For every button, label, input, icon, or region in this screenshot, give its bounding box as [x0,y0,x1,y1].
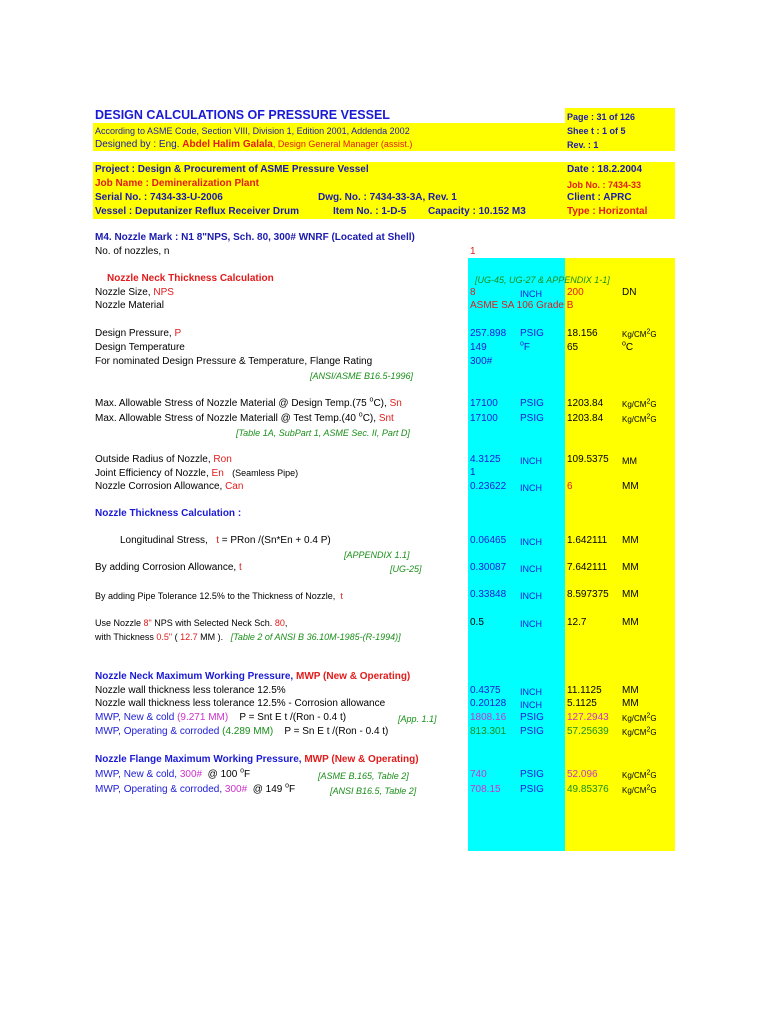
corrosion-thickness-unit-metric: MM [622,562,639,573]
nozzle-size-symbol: NPS [153,287,174,298]
tolerance-thickness-unit: INCH [520,591,542,601]
flange-operating-unit: PSIG [520,784,544,795]
unit-text: C [625,342,634,353]
flange-operating-label [95,784,295,796]
radius-symbol: Ron [213,454,232,465]
flange-rating-label: For nominated Design Pressure & Temperature, Flange Rating [95,356,373,367]
flange-rating-value: 300# [470,356,493,367]
allowable-stress-test-unit: PSIG [520,413,544,424]
wall-thickness-corroded-value-metric: 5.1125 [567,698,597,709]
corrosion-thickness-value-metric: 7.642111 [567,562,608,573]
mwp-neck-heading [95,671,410,683]
selected-thickness-unit: INCH [520,619,542,629]
longitudinal-stress-reference: [APPENDIX 1.1] [344,550,410,560]
nozzle-size-label [95,287,174,299]
corrosion-thickness-reference: [UG-25] [390,564,422,574]
flange-new-cold-value: 740 [470,769,487,780]
mwp-formula: P = Snt E t /(Ron - 0.4 t) [239,712,347,723]
corrosion-thickness-label [95,562,242,574]
allowable-stress-test-unit-metric [622,414,657,426]
joint-efficiency-label [95,467,298,480]
stress-symbol: Sn [389,398,402,409]
schedule-value: 80 [274,618,285,628]
nozzle-size-unit: INCH [520,289,542,299]
mwp-flange-heading [95,754,419,766]
thickness-mm: 12.7 [180,632,198,642]
selected-thickness-value-metric: 12.7 [567,617,587,628]
allowable-stress-test-value-metric: 1203.84 [567,413,604,424]
label-text: with Thickness [95,632,154,642]
corrosion-allowance-value: 0.23622 [470,481,507,492]
wall-thickness-unit: INCH [520,687,542,697]
nozzle-size-dn-unit: DN [622,287,637,298]
unit-tail: G [650,771,657,780]
joint-note: (Seamless Pipe) [232,468,299,478]
allowable-stress-design-value-metric: 1203.84 [567,398,604,409]
label-text: MWP, New & cold, [95,769,178,780]
mwp-operating-value: 813.301 [470,726,507,737]
vessel-type: Type : Horizontal [567,206,648,217]
unit-text: Kg/CM [622,400,647,409]
wall-thickness-corroded-value: 0.20128 [470,698,507,709]
unit-superscript: 2 [646,398,651,406]
thickness-heading: Nozzle Thickness Calculation : [95,508,242,519]
degree-superscript: o [520,340,524,348]
label-text: MWP, Operating & corroded, [95,784,223,795]
unit-text: Kg/CM [622,415,647,424]
unit-tail: G [650,728,657,737]
design-temperature-unit-metric [622,342,633,354]
thickness-inch: 0.5" [156,632,173,642]
wall-thickness-corroded-unit: INCH [520,700,542,710]
design-temperature-value: 149 [470,342,487,353]
job-name: Job Name : Demineralization Plant [95,178,259,189]
job-number: Job No. : 7434-33 [567,180,642,190]
unit-superscript: 2 [646,413,651,421]
longitudinal-stress-value-metric: 1.642111 [567,535,608,546]
unit-text: MM ). [200,632,224,642]
neck-reference: [UG-45, UG-27 & APPENDIX 1-1] [475,275,610,285]
mwp-new-cold-unit-metric [622,713,657,725]
page-number: Page : 31 of 126 [567,112,636,122]
label-text: MWP, Operating & corroded [95,726,220,737]
heading-mwp: MWP (New & Operating) [304,754,419,765]
unit-tail: G [650,786,657,795]
allowable-stress-test-label [95,413,394,425]
unit-tail: G [650,400,657,409]
project-name: Project : Design & Procurement of ASME Pressure Vessel [95,164,369,175]
drawing-number: Dwg. No. : 7434-33-3A, Rev. 1 [318,192,457,203]
nozzle-mark: M4. Nozzle Mark : N1 8"NPS, Sch. 80, 300# WNRF (Located at Shell) [95,232,415,243]
longitudinal-stress-unit-metric: MM [622,535,639,546]
allowable-stress-design-value: 17100 [470,398,498,409]
unit-tail: G [650,330,657,339]
flange-new-cold-unit-metric [622,770,657,782]
corrosion-allowance-value-metric: 6 [567,481,573,492]
design-pressure-unit: PSIG [520,328,544,339]
wall-thickness-value-metric: 11.1125 [567,685,602,696]
label-text: By adding Corrosion Allowance, [95,562,237,573]
wall-thickness-value: 0.4375 [470,685,501,696]
outside-radius-value-metric: 109.5375 [567,454,609,465]
designer-name: Abdel Halim Galala [182,139,273,150]
thickness-reference: [Table 2 of ANSI B 36.10M-1985-(R-1994)] [230,632,401,642]
design-pressure-value-metric: 18.156 [567,328,598,339]
thickness-mm: (9.271 MM) [177,712,229,723]
comma: , [284,618,288,628]
outside-radius-label [95,454,232,466]
flange-new-cold-reference: [ASME B.165, Table 2] [318,771,409,781]
unit-text: F [523,342,531,353]
design-pressure-label [95,328,181,340]
nozzle-material-label: Nozzle Material [95,300,164,311]
client-name: Client : APRC [567,192,632,203]
flange-class: 300# [224,784,248,795]
corrosion-thickness-unit: INCH [520,564,542,574]
label-text: Outside Radius of Nozzle, [95,454,211,465]
flange-operating-value: 708.15 [470,784,501,795]
paren: ( [174,632,178,642]
label-tail: C), [373,398,387,409]
flange-operating-unit-metric [622,785,657,797]
selected-thickness-unit-metric: MM [622,617,639,628]
nozzle-count-value: 1 [470,246,476,257]
tolerance-thickness-label [95,590,343,602]
allowable-stress-test-value: 17100 [470,413,498,424]
unit-superscript: 2 [646,784,651,792]
nozzle-material-value: ASME SA 106 Grade B [470,300,574,311]
code-reference: According to ASME Code, Section VIII, Division 1, Edition 2001, Addenda 2002 [95,126,410,136]
temp-unit: F [243,769,251,780]
degree-superscript: o [622,340,626,348]
design-pressure-symbol: P [174,328,182,339]
tolerance-thickness-unit-metric: MM [622,589,639,600]
nozzle-size: 8" [143,618,152,628]
stress-symbol: Snt [378,413,394,424]
tolerance-thickness-value-metric: 8.597375 [567,589,609,600]
item-number: Item No. : 1-D-5 [333,206,407,217]
joint-symbol: En [211,468,224,479]
unit-superscript: 2 [646,328,651,336]
thickness-symbol: t [216,535,219,546]
mwp-formula: P = Sn E t /(Ron - 0.4 t) [284,726,389,737]
unit-tail: G [650,714,657,723]
degree-superscript: o [358,411,363,419]
flange-operating-reference: [ANSI B16.5, Table 2] [330,786,417,796]
thickness-mm: (4.289 MM) [222,726,274,737]
degree-superscript: o [285,782,290,790]
vessel-capacity: Capacity : 10.152 M3 [428,206,526,217]
flange-class: 300# [179,769,203,780]
longitudinal-stress-label [120,535,331,547]
mwp-operating-unit: PSIG [520,726,544,737]
tolerance-thickness-value: 0.33848 [470,589,507,600]
flange-operating-value-metric: 49.85376 [567,784,609,795]
metric-column-band [565,258,675,851]
thickness-formula: = PRon /(Sn*En + 0.4 P) [221,535,331,546]
mwp-new-cold-value-metric: 127.2943 [567,712,609,723]
project-date: Date : 18.2.2004 [567,164,643,175]
degree-superscript: o [369,396,374,404]
label-text-2: NPS with Selected Neck Sch. [154,618,273,628]
corrosion-allowance-label [95,481,243,493]
wall-thickness-corroded-label: Nozzle wall thickness less tolerance 12.5% - Corrosion allowance [95,698,386,709]
corrosion-thickness-value: 0.30087 [470,562,507,573]
unit-text: Kg/CM [622,714,647,723]
nozzle-size-dn-value: 200 [567,287,584,298]
unit-text: Kg/CM [622,728,647,737]
label-text: Joint Efficiency of Nozzle, [95,468,209,479]
label-text: Max. Allowable Stress of Nozzle Materiall @ Test Temp.(40 [95,413,359,424]
label-text: MWP, New & cold [95,712,175,723]
wall-thickness-corroded-unit-metric: MM [622,698,639,709]
nozzle-size-text: Nozzle Size, [95,287,151,298]
unit-text: Kg/CM [622,330,647,339]
mwp-new-cold-unit: PSIG [520,712,544,723]
flange-new-cold-value-metric: 52.096 [567,769,598,780]
designed-by-prefix: Designed by : Eng. [95,139,180,150]
longitudinal-stress-value: 0.06465 [470,535,507,546]
label-text: By adding Pipe Tolerance 12.5% to the Thickness of Nozzle, [95,591,336,601]
design-temperature-label: Design Temperature [95,342,185,353]
temp-text: @ 100 [207,769,241,780]
mwp-new-cold-label [95,712,346,724]
thickness-symbol: t [340,591,343,601]
outside-radius-unit: INCH [520,456,542,466]
vessel-name: Vessel : Deputanizer Reflux Receiver Drum [95,206,299,217]
degree-superscript: o [240,767,244,775]
outside-radius-unit-metric: MM [622,456,637,466]
nozzle-count-label: No. of nozzles, n [95,246,170,257]
label-text: Max. Allowable Stress of Nozzle Material @ Design Temp.(75 [95,398,370,409]
selected-thickness-line [95,631,401,643]
mwp-operating-label [95,726,388,738]
allowable-stress-reference: [Table 1A, SubPart 1, ASME Sec. II, Part D] [236,428,410,438]
revision: Rev. : 1 [567,140,599,150]
allowable-stress-design-unit-metric [622,399,657,411]
designer-role: , Design General Manager (assist.) [272,139,413,149]
longitudinal-stress-unit: INCH [520,537,542,547]
wall-thickness-unit-metric: MM [622,685,639,696]
serial-number: Serial No. : 7434-33-U-2006 [95,192,223,203]
unit-text: Kg/CM [622,771,647,780]
wall-thickness-label: Nozzle wall thickness less tolerance 12.5% [95,685,286,696]
temp-unit: F [289,784,296,795]
unit-superscript: 2 [646,726,651,734]
mwp-operating-value-metric: 57.25639 [567,726,609,737]
selected-nozzle-line [95,617,287,629]
heading-mwp: MWP (New & Operating) [296,671,411,682]
selected-thickness-value: 0.5 [470,617,484,628]
document-title: DESIGN CALCULATIONS OF PRESSURE VESSEL [95,108,390,122]
temp-text: @ 149 [252,784,286,795]
flange-new-cold-label [95,769,250,781]
mwp-new-cold-value: 1808.16 [470,712,507,723]
mwp-operating-unit-metric [622,727,657,739]
unit-superscript: 2 [646,712,651,720]
label-text: Use Nozzle [95,618,142,628]
heading-text: Nozzle Neck Maximum Working Pressure, [95,671,294,682]
design-temperature-value-metric: 65 [567,342,579,353]
corrosion-allowance-unit-metric: MM [622,481,639,492]
unit-superscript: 2 [646,769,651,777]
thickness-symbol: t [238,562,242,573]
designed-by [95,138,412,151]
outside-radius-value: 4.3125 [470,454,501,465]
nozzle-size-value: 8 [470,287,476,298]
allowable-stress-design-unit: PSIG [520,398,544,409]
label-tail: C), [362,413,377,424]
design-temperature-unit [520,342,530,354]
corrosion-allowance-unit: INCH [520,483,542,493]
design-pressure-value: 257.898 [470,328,507,339]
flange-rating-reference: [ANSI/ASME B16.5-1996] [310,371,414,381]
design-pressure-unit-metric [622,329,657,341]
corrosion-symbol: Can [225,481,244,492]
unit-tail: G [650,415,657,424]
flange-new-cold-unit: PSIG [520,769,544,780]
neck-heading: Nozzle Neck Thickness Calculation [107,273,274,284]
label-text: Nozzle Corrosion Allowance, [95,481,223,492]
mwp-new-cold-reference: [App. 1.1] [398,714,437,724]
label-text: Longitudinal Stress, [120,535,208,546]
joint-efficiency-value: 1 [470,467,476,478]
allowable-stress-design-label [95,398,402,410]
sheet-number: Shee t : 1 of 5 [567,126,626,136]
heading-text: Nozzle Flange Maximum Working Pressure, [95,754,302,765]
unit-text: Kg/CM [622,786,647,795]
design-pressure-text: Design Pressure, [95,328,172,339]
